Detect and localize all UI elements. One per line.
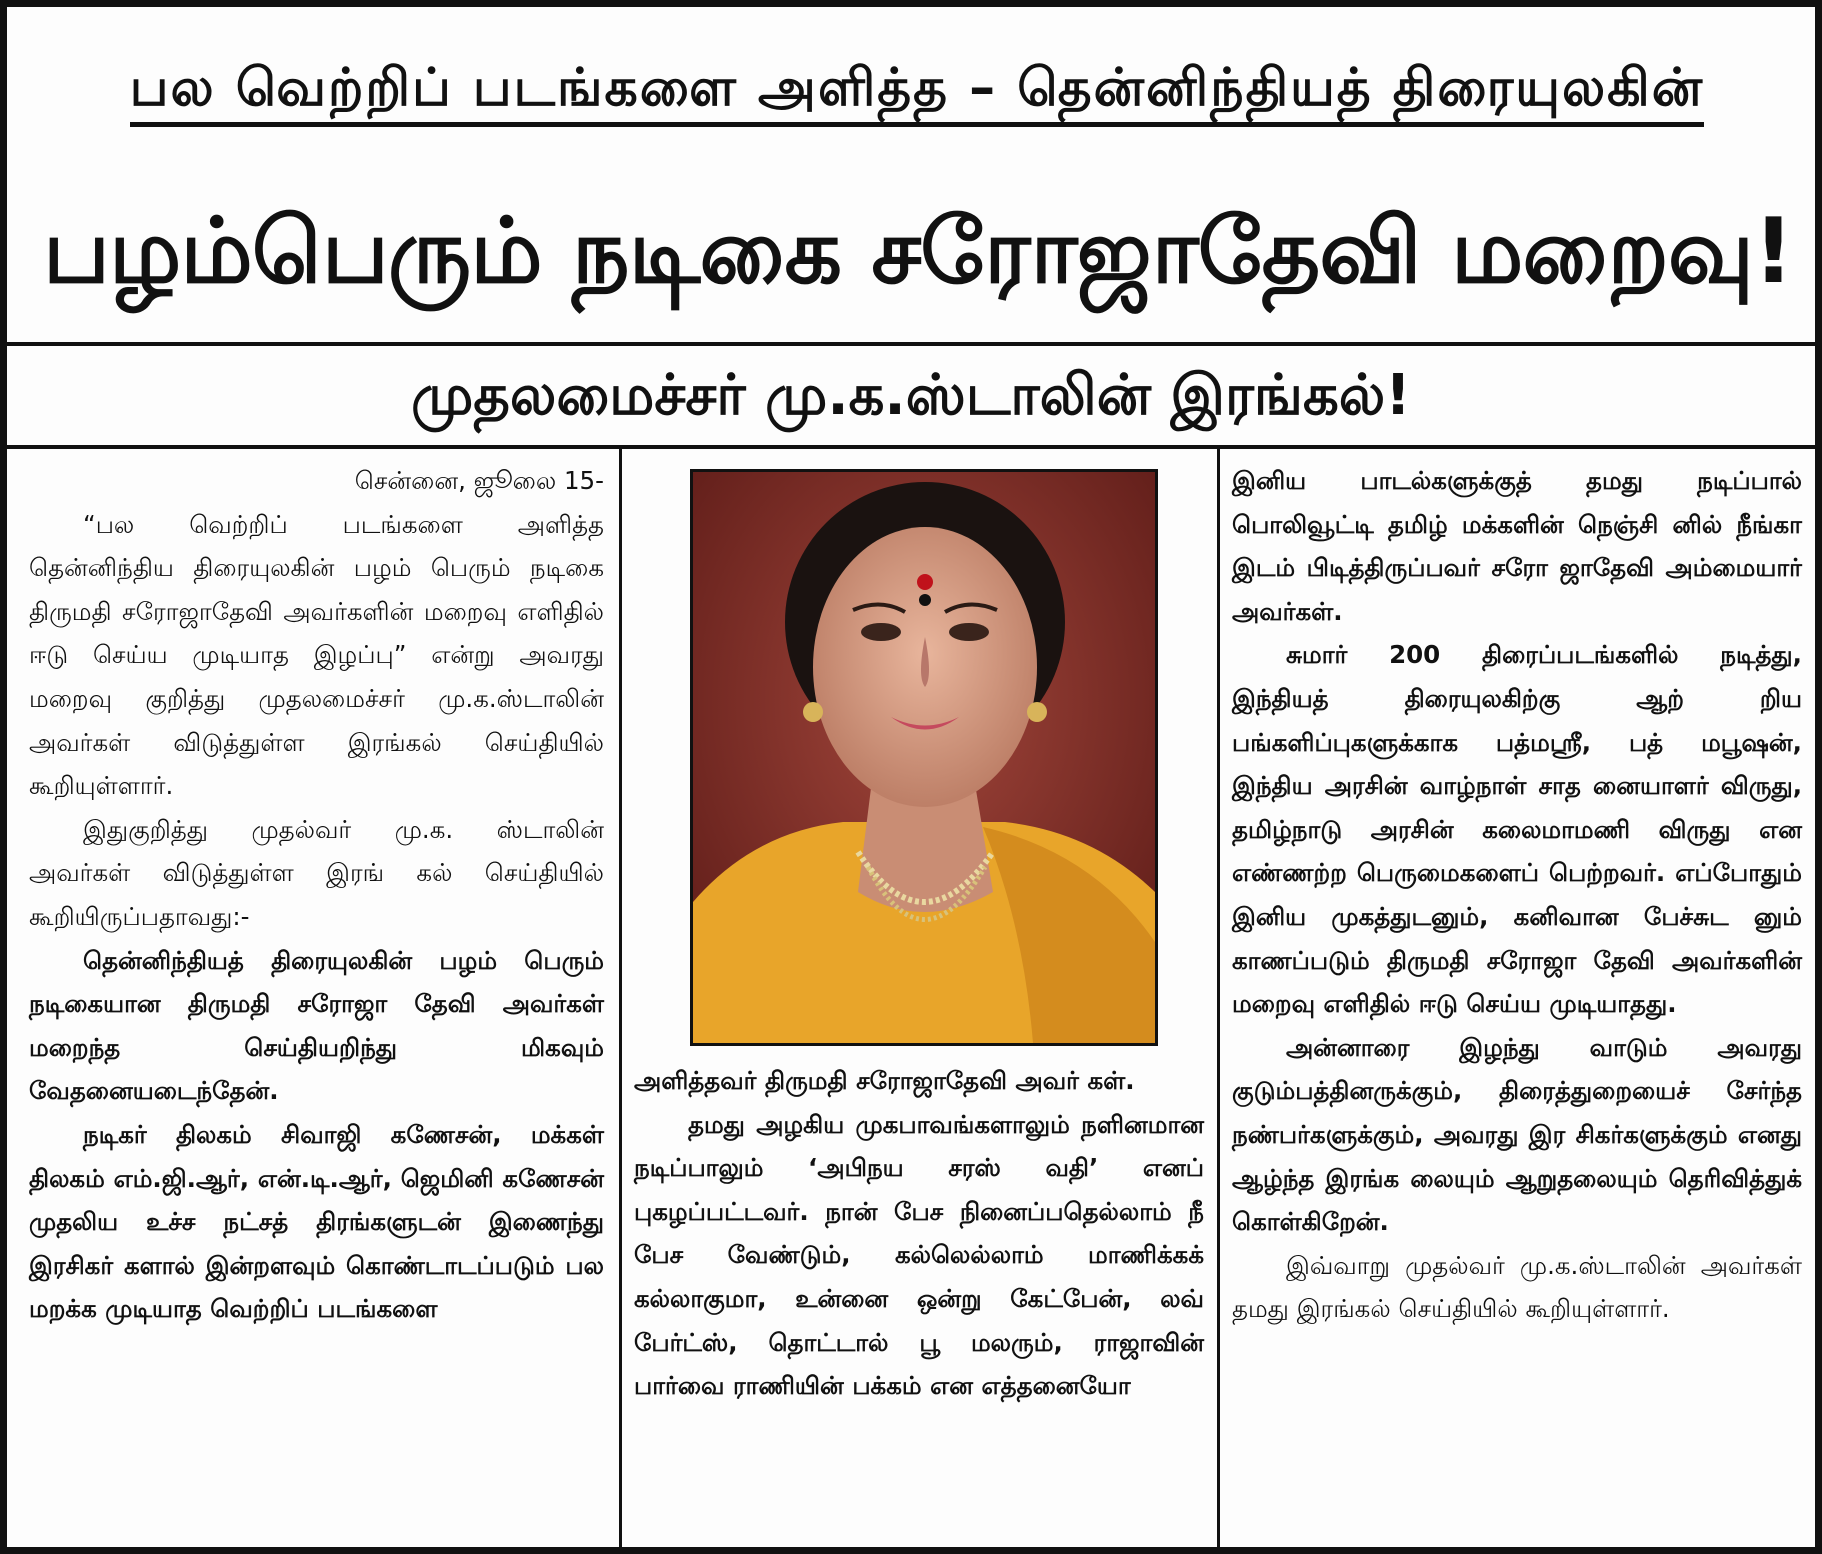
divider-bottom xyxy=(7,445,1815,449)
headline: பழம்பெரும் நடிகை சரோஜாதேவி மறைவு! xyxy=(42,199,1794,304)
column-divider xyxy=(1217,449,1220,1547)
article-paragraph: தமது அழகிய முகபாவங்களாலும் நளினமான நடிப்பாலும் ‘அபிநய சரஸ் வதி’ எனப் புகழப்பட்டவர். நான் பேச நினைப்பதெல்லாம் நீ பேச வேண்டும், கல்லெல்லாம் மாணிக்கக் கல்லாகுமா, உன்னை ஒன்று கேட்பேன், லவ் பேர்ட்ஸ், தொட்டால் பூ மலரும், ராஜாவின் பார்வை ராணியின் பக்கம் என எத்தனையோ xyxy=(634,1109,1204,1401)
right-column xyxy=(1232,459,1802,1331)
kicker-text: பல வெற்றிப் படங்களை அளித்த – தென்னிந்தியத் திரையுலகின் xyxy=(130,58,1704,127)
article-paragraph: தென்னிந்தியத் திரையுலகின் பழம் பெரும் நடிகையான திருமதி சரோஜா தேவி அவர்கள் மறைந்த செய்தியறிந்து மிகவும் வேதனையடைந்தேன். xyxy=(29,945,604,1106)
column-divider xyxy=(619,449,622,1547)
portrait-photo xyxy=(690,469,1158,1046)
divider-top xyxy=(7,342,1815,346)
kicker-line xyxy=(47,49,1787,129)
article-paragraph: நடிகர் திலகம் சிவாஜி கணேசன், மக்கள் திலகம் எம்.ஜி.ஆர், என்.டி.ஆர், ஜெமினி கணேசன் முதலிய உச்ச நட்சத் திரங்களுடன் இணைந்து இரசிகர் களால் இன்றளவும் கொண்டாடப்படும் பல மறக்க முடியாத வெற்றிப் படங்களை xyxy=(29,1119,604,1324)
article-paragraph: அன்னாரை இழந்து வாடும் அவரது குடும்பத்தினருக்கும், திரைத்துறையைச் சேர்ந்த நண்பர்களுக்கும், அவரது இர சிகர்களுக்கும் எனது ஆழ்ந்த இரங்க லையும் ஆறுதலையும் தெரிவித்துக் கொள்கிறேன். xyxy=(1232,1032,1802,1237)
dateline: சென்னை, ஜூலை 15- xyxy=(354,466,604,495)
article-paragraph: “பல வெற்றிப் படங்களை அளித்த தென்னிந்திய திரையுலகின் பழம் பெரும் நடிகை திருமதி சரோஜாதேவி அவர்களின் மறைவு எளிதில் ஈடு செய்ய முடியாத இழப்பு” என்று அவரது மறைவு குறித்து முதலமைச்சர் மு.க.ஸ்டாலின் அவர்கள் விடுத்துள்ள இரங்கல் செய்தியில் கூறியுள்ளார். xyxy=(29,509,604,801)
subheadline: முதலமைச்சர் மு.க.ஸ்டாலின் இரங்கல்! xyxy=(411,363,1411,428)
article-paragraph: அளித்தவர் திருமதி சரோஜாதேவி அவர் கள். xyxy=(634,1066,1135,1095)
article-paragraph: இதுகுறித்து முதல்வர் மு.க. ஸ்டாலின் அவர்கள் விடுத்துள்ள இரங் கல் செய்தியில் கூறியிருப்பதாவது:- xyxy=(29,814,604,931)
article-paragraph: இனிய பாடல்களுக்குத் தமது நடிப்பால் பொலிவூட்டி தமிழ் மக்களின் நெஞ்சி னில் நீங்கா இடம் பிடித்திருப்பவர் சரோ ஜாதேவி அம்மையார் அவர்கள். xyxy=(1232,466,1802,626)
left-column xyxy=(29,459,604,1331)
middle-column xyxy=(634,1059,1204,1408)
portrait-illustration xyxy=(693,472,1155,1043)
article-paragraph: இவ்வாறு முதல்வர் மு.க.ஸ்டாலின் அவர்கள் தமது இரங்கல் செய்தியில் கூறியுள்ளார். xyxy=(1232,1250,1802,1324)
article-paragraph: சுமார் 200 திரைப்படங்களில் நடித்து, இந்தியத் திரையுலகிற்கு ஆற் றிய பங்களிப்புகளுக்காக பத்மஸ்ரீ, பத் மபூஷன், இந்திய அரசின் வாழ்நாள் சாத னையாளர் விருது, தமிழ்நாடு அரசின் கலைமாமணி விருது என எண்ணற்ற பெருமைகளைப் பெற்றவர். எப்போதும் இனிய முகத்துடனும், கனிவான பேச்சுட னும் காணப்படும் திருமதி சரோஜா தேவி அவர்களின் மறைவு எளிதில் ஈடு செய்ய முடியாதது. xyxy=(1232,640,1802,1019)
